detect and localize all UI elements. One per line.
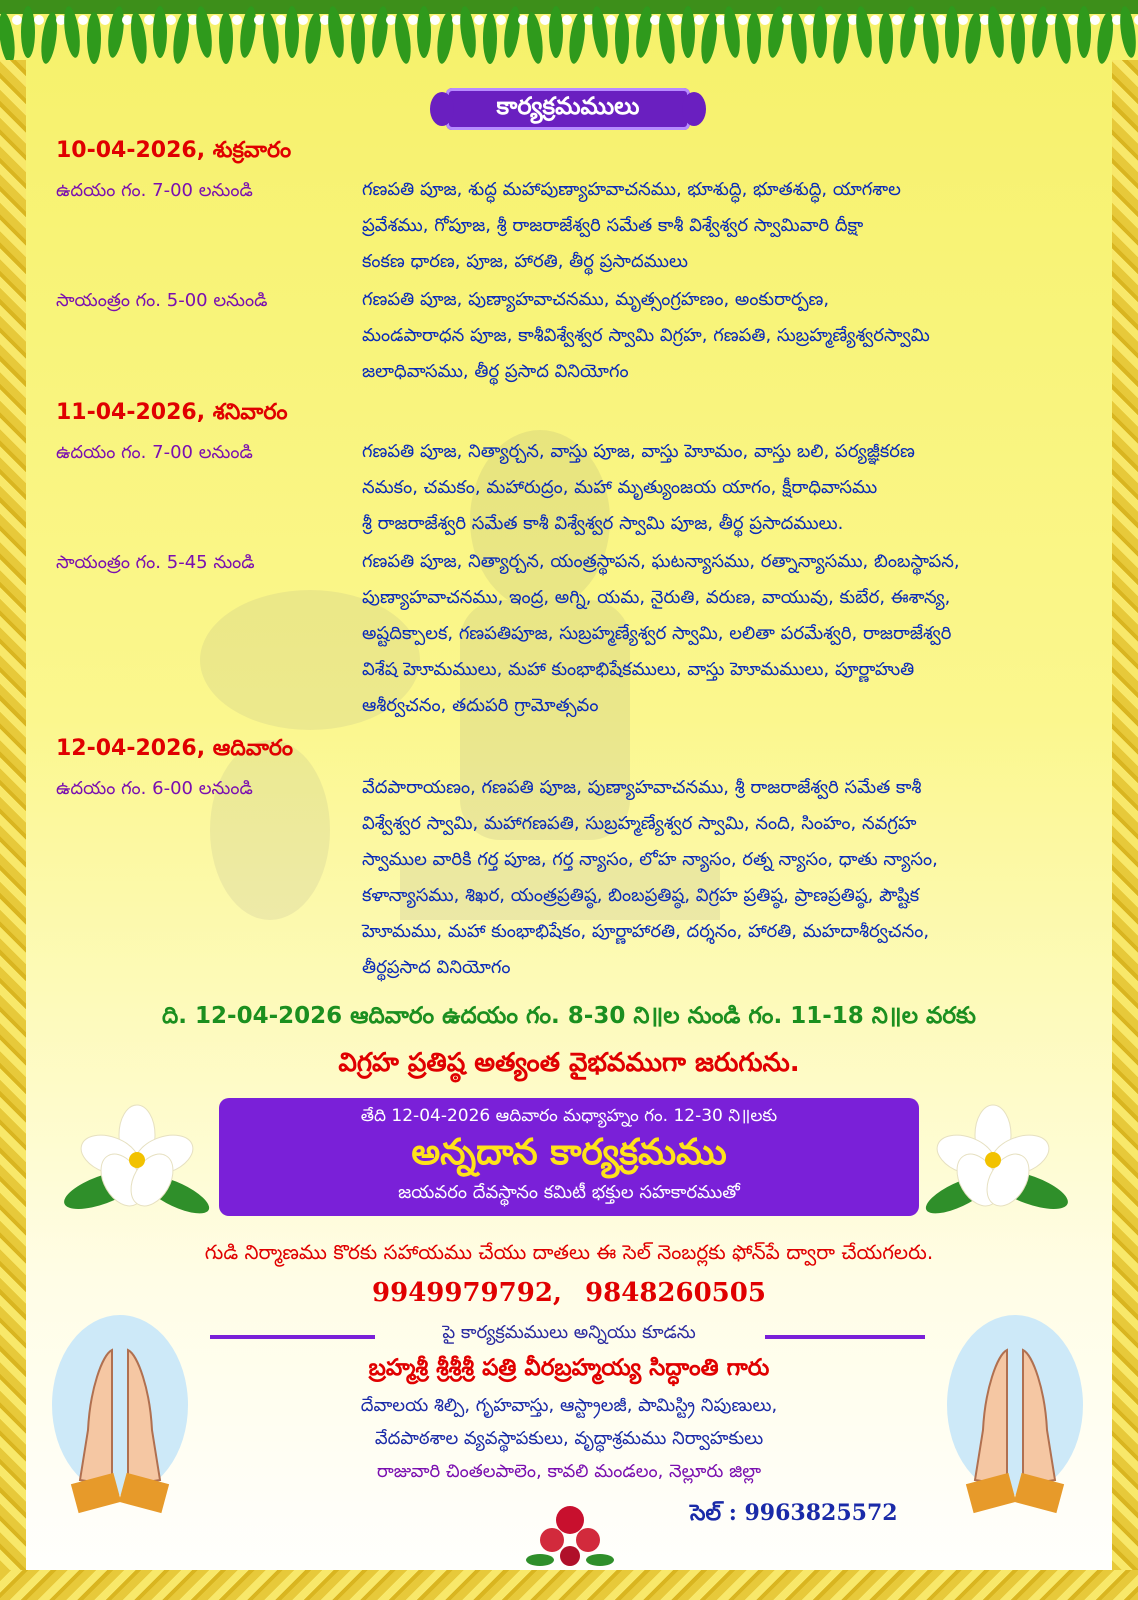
desc-line: వేదపారాయణం, గణపతి పూజ, పుణ్యాహవాచనము, శ్రీ రాజరాజేశ్వరి సమేత కాశీ <box>362 777 922 798</box>
desc-line: గణపతి పూజ, నిత్యార్చన, వాస్తు పూజ, వాస్తు హెూమం, వాస్తు బలి, పర్యజ్ఞీకరణ <box>362 441 915 462</box>
donation-request: గుడి నిర్మాణము కొరకు సహాయము చేయు దాతలు ఈ సెల్ నెంబర్లకు ఫోన్‌పే ద్వారా చేయగలరు. <box>204 1240 934 1264</box>
mango-leaf <box>747 12 761 64</box>
donation-phone-1: 9949979792, <box>372 1278 562 1308</box>
mango-leaf <box>87 12 101 64</box>
desc-line: గణపతి పూజ, నిత్యార్చన, యంత్రస్థాపన, ఘటన్యాసము, రత్నాన్యాసము, బింబస్థాపన, <box>362 551 960 572</box>
desc-line: శ్రీ రాజరాజేశ్వరి సమేత కాశీ విశ్వేశ్వర స్వామి పూజ, తీర్థ ప్రసాదములు. <box>362 513 844 534</box>
jasmine-bud <box>210 15 220 25</box>
jasmine-bud <box>1134 15 1138 25</box>
desc-line: గణపతి పూజ, శుద్ధ మహాపుణ్యాహవాచనము, భూశుద్ధి, భూతశుద్ధి, యాగశాల <box>362 179 901 200</box>
muhurtham-line: ది. 12-04-2026 ఆదివారం ఉదయం గం. 8-30 ని॥ల నుండి గం. 11-18 ని॥ల వరకు <box>162 1003 976 1029</box>
programs-title: కార్యక్రమములు <box>496 92 640 120</box>
mango-leaf <box>417 6 431 58</box>
jasmine-bud <box>870 15 880 25</box>
day-2-evening-desc <box>362 544 1092 724</box>
programs-title-badge <box>446 88 690 130</box>
organizer-name: బ్రహ్మశ్రీ శ్రీశ్రీశ్రీ పత్రి వీరబ్రహ్మయ్య సిద్ధాంతి గారు <box>368 1355 770 1381</box>
desc-line: హెూమము, మహా కుంభాభిషేకం, పూర్ణాహారతి, దర్శనం, హారతి, మహదాశీర్వచనం, <box>362 921 930 942</box>
day-1-morning-desc <box>362 172 1092 280</box>
mango-leaf <box>1011 12 1025 64</box>
rose-bouquet-icon <box>520 1490 620 1580</box>
jasmine-bud <box>936 15 946 25</box>
annadanam-title: అన్నదాన కార్యక్రమము <box>411 1132 727 1173</box>
jasmine-bud <box>364 15 374 25</box>
day-1-evening-time: సాయంత్రం గం. 5-00 లనుండి <box>56 290 268 311</box>
jasmine-bud <box>474 15 484 25</box>
jasmine-bud <box>408 15 418 25</box>
desc-line: గణపతి పూజ, పుణ్యాహవాచనము, మృత్సంగ్రహణం, అంకురార్పణ, <box>362 289 830 310</box>
jasmine-bud <box>232 15 242 25</box>
day-3-morning-time: ఉదయం గం. 6-00 లనుండి <box>56 778 253 799</box>
jasmine-bud <box>540 15 550 25</box>
jasmine-bud <box>12 15 22 25</box>
mango-leaf <box>879 12 893 64</box>
jasmine-bud <box>914 15 924 25</box>
mango-leaf <box>1077 6 1091 58</box>
desc-line: అష్టదిక్పాలక, గణపతిపూజ, సుబ్రహ్మణ్యేశ్వర స్వామి, లలితా పరమేశ్వరి, రాజరాజేశ్వరి <box>362 623 952 644</box>
jasmine-bud <box>958 15 968 25</box>
jasmine-bud <box>1046 15 1056 25</box>
mango-leaf <box>681 6 695 58</box>
mango-leaf <box>549 6 563 58</box>
desc-line: నమకం, చమకం, మహారుద్రం, మహా మృత్యుంజయ యాగం, క్షీరాధివాసము <box>362 477 878 498</box>
organizer-roles: వేదపాఠశాల వ్యవస్థాపకులు, వృద్ధాశ్రమము నిర్వాహకులు <box>374 1428 764 1449</box>
day-1-evening-desc <box>362 282 1092 390</box>
jasmine-bud <box>650 15 660 25</box>
annadanam-time: తేది 12-04-2026 ఆదివారం మధ్యాహ్నం గం. 12-30 ని॥లకు <box>360 1106 778 1126</box>
desc-line: మండపారాధన పూజ, కాశీవిశ్వేశ్వర స్వామి విగ్రహ, గణపతి, సుబ్రహ్మణ్యేశ్వరస్వామి <box>362 325 930 346</box>
jasmine-bud <box>1002 15 1012 25</box>
jasmine-bud <box>738 15 748 25</box>
jasmine-bud <box>342 15 352 25</box>
day-2-morning-desc <box>362 434 1092 542</box>
left-flower-icon <box>62 1090 212 1220</box>
day-2-morning-time: ఉదయం గం. 7-00 లనుండి <box>56 442 253 463</box>
jasmine-bud <box>518 15 528 25</box>
jasmine-bud <box>1024 15 1034 25</box>
jasmine-bud <box>100 15 110 25</box>
organizer-address: రాజువారి చింతలపాలెం, కావలి మండలం, నెల్లూరు జిల్లా <box>376 1461 762 1482</box>
desc-line: జలాధివాసము, తీర్థ ప్రసాద వినియోగం <box>362 361 629 382</box>
jasmine-bud <box>1090 15 1100 25</box>
jasmine-bud <box>34 15 44 25</box>
mango-leaf <box>21 6 35 58</box>
jasmine-bud <box>672 15 682 25</box>
jasmine-bud <box>254 15 264 25</box>
desc-line: కళాన్యాసము, శిఖర, యంత్రప్రతిష్ఠ, బింబప్రతిష్ఠ, విగ్రహ ప్రతిష్ఠ, ప్రాణప్రతిష్ఠ, పౌష్టిక <box>362 885 920 906</box>
mango-leaf <box>813 6 827 58</box>
day-2-evening-time: సాయంత్రం గం. 5-45 నుండి <box>56 552 255 573</box>
right-flower-icon <box>918 1090 1068 1220</box>
jasmine-bud <box>166 15 176 25</box>
jasmine-bud <box>144 15 154 25</box>
desc-line: ప్రవేశము, గోపూజ, శ్రీ రాజరాజేశ్వరి సమేత కాశీ విశ్వేశ్వర స్వామివారి దీక్షా <box>362 215 864 236</box>
mango-leaf <box>219 12 233 64</box>
donation-phone-2: 9848260505 <box>585 1278 766 1308</box>
jasmine-bud <box>298 15 308 25</box>
jasmine-bud <box>496 15 506 25</box>
jasmine-bud <box>78 15 88 25</box>
jasmine-bud <box>628 15 638 25</box>
jasmine-bud <box>892 15 902 25</box>
organizer-profession: దేవాలయ శిల్పి, గృహవాస్తు, ఆస్ట్రాలజీ, పామిస్ట్రి నిపుణులు, <box>360 1395 778 1416</box>
namaste-hands-icon <box>50 1310 190 1520</box>
desc-line: తీర్థప్రసాద వినియోగం <box>362 957 511 978</box>
jasmine-bud <box>782 15 792 25</box>
day-1-date: 10-04-2026, శుక్రవారం <box>56 138 292 163</box>
mango-leaf <box>285 6 299 58</box>
mango-leaf <box>153 6 167 58</box>
jasmine-bud <box>562 15 572 25</box>
mango-leaf <box>615 12 629 64</box>
mango-leaf <box>483 12 497 64</box>
desc-line: కంకణ ధారణ, పూజ, హారతి, తీర్థ ప్రసాదములు <box>362 251 688 272</box>
organizer-cell: సెల్ : 9963825572 <box>690 1500 898 1526</box>
annadanam-banner <box>219 1098 919 1216</box>
jasmine-bud <box>694 15 704 25</box>
day-3-date: 12-04-2026, ఆదివారం <box>56 736 294 761</box>
pratistha-announcement: విగ్రహ ప్రతిష్ఠ అత్యంత వైభవముగా జరుగును. <box>338 1048 800 1078</box>
day-1-morning-time: ఉదయం గం. 7-00 లనుండి <box>56 180 253 201</box>
jasmine-bud <box>1068 15 1078 25</box>
mango-leaf <box>945 6 959 58</box>
desc-line: స్వాముల వారికి గర్త పూజ, గర్త న్యాసం, లోహ న్యాసం, రత్న న్యాసం, ధాతు న్యాసం, <box>362 849 938 870</box>
jasmine-bud <box>760 15 770 25</box>
jasmine-bud <box>826 15 836 25</box>
jasmine-bud <box>276 15 286 25</box>
mango-leaf <box>351 12 365 64</box>
organizer-lead: పై కార్యక్రమములు అన్నియు కూడను <box>442 1322 696 1343</box>
namaste-hands-icon <box>945 1310 1085 1520</box>
mango-leaf-garland <box>0 0 1138 70</box>
jasmine-bud <box>606 15 616 25</box>
jasmine-bud <box>122 15 132 25</box>
day-2-date: 11-04-2026, శనివారం <box>56 400 288 425</box>
desc-line: విశ్వేశ్వర స్వామి, మహాగణపతి, సుబ్రహ్మణ్యేశ్వర స్వామి, నంది, సింహం, నవగ్రహ <box>362 813 917 834</box>
desc-line: ఆశీర్వచనం, తదుపరి గ్రామోత్సవం <box>362 695 599 716</box>
desc-line: విశేష హెూమములు, మహా కుంభాభిషేకములు, వాస్తు హెూమములు, పూర్ణాహుతి <box>362 659 915 680</box>
donation-phones <box>0 1278 1138 1308</box>
desc-line: పుణ్యాహవాచనము, ఇంద్ర, అగ్ని, యమ, నైరుతి, వరుణ, వాయువు, కుబేర, ఈశాన్య, <box>362 587 951 608</box>
annadanam-sponsor: జయవరం దేవస్థానం కమిటీ భక్తుల సహకారముతో <box>398 1182 740 1203</box>
jasmine-bud <box>804 15 814 25</box>
jasmine-bud <box>430 15 440 25</box>
jasmine-bud <box>386 15 396 25</box>
day-3-morning-desc <box>362 770 1092 986</box>
